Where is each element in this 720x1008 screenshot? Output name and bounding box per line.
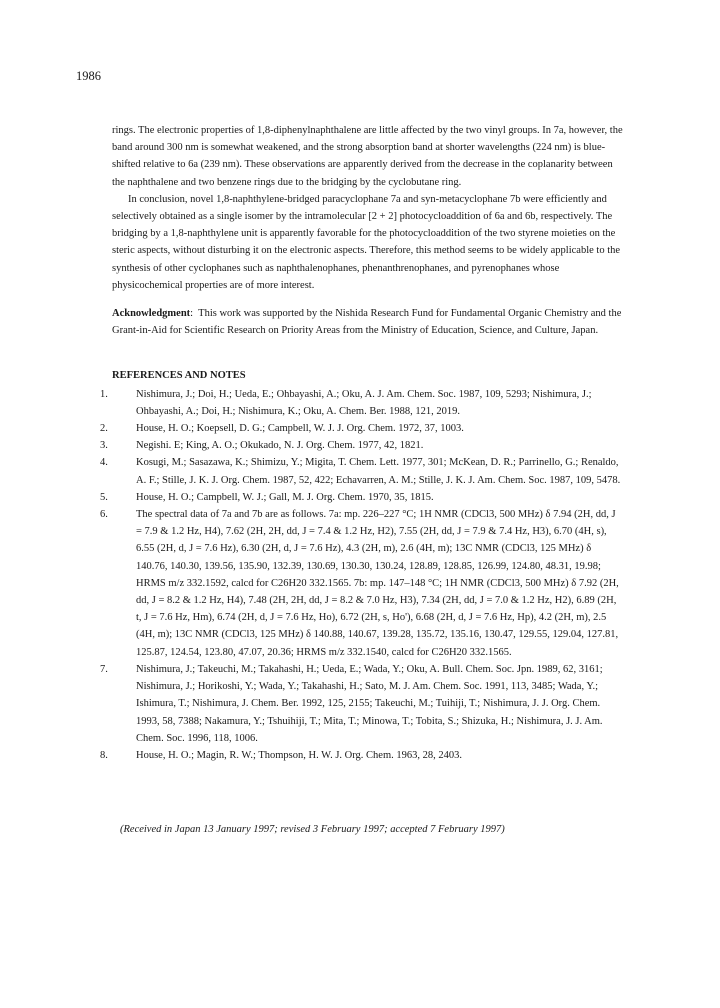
reference-number: 5. [100,491,108,503]
acknowledgment-label: Acknowledgment [112,308,191,320]
reference-number: 3. [100,440,108,452]
received-note: (Received in Japan 13 January 1997; revised 3 February 1997; accepted 7 February 1997) [120,824,505,835]
reference-item [100,489,624,506]
reference-text: Nishimura, J.; Doi, H.; Ueda, E.; Ohbayashi, A.; Oku, A. J. Am. Chem. Soc. 1987, 109, 5293; Nishimura, J.; Ohbayashi, A.; Doi, H.; Nishimura, K.; Oku, A. Chem. Ber. 1988, 121, 2019. [136,388,592,417]
reference-number: 1. [100,388,108,400]
reference-item [100,420,624,437]
acknowledgment-text: This work was supported by the Nishida Research Fund for Fundamental Organic Chemistry and the Grant-in-Aid for Scientific Research on Priority Areas from the Ministry of Education, Science, and Culture, Japan. [112,308,622,337]
reference-text: House, H. O.; Magin, R. W.; Thompson, H. W. J. Org. Chem. 1963, 28, 2403. [136,749,463,761]
paragraph-conclusion: In conclusion, novel 1,8-naphthylene-bridged paracyclophane 7a and syn-metacyclophane 7b were efficiently and selectively obtained as a single isomer by the intramolecular [2 + 2] photocycloaddition of 6a and 6b, respectively. The bridging by a 1,8-naphthylene unit is apparently favorable for the photocycloaddition of the two styrene moieties on the steric aspects, without disturbing it on the electronic aspects. Therefore, this method seems to be widely applicable to the synthesis of other cyclophanes such as naphthalenophanes, phenanthrenophanes, and pyrenophanes whose physicochemical properties are of more interest. [112,193,621,291]
references-list [100,386,624,764]
reference-number: 8. [100,749,108,761]
page-number: 1986 [76,69,101,83]
article-body [100,122,624,764]
reference-text: Kosugi, M.; Sasazawa, K.; Shimizu, Y.; Migita, T. Chem. Lett. 1977, 301; McKean, D. R.; Parrinello, G.; Renaldo, A. F.; Stille, J. K. J. Org. Chem. 1987, 52, 422; Echavarren, A. M.; Stille, J. K. J. Am. Chem. Soc. 1987, 109, 5478. [136,457,621,486]
reference-item [100,386,624,420]
reference-item [100,661,624,747]
references-heading: REFERENCES AND NOTES [112,370,246,382]
reference-text: Negishi. E; King, A. O.; Okukado, N. J. Org. Chem. 1977, 42, 1821. [136,440,424,452]
reference-text: House, H. O.; Campbell, W. J.; Gall, M. J. Org. Chem. 1970, 35, 1815. [136,491,434,503]
reference-text: House, H. O.; Koepsell, D. G.; Campbell, W. J. J. Org. Chem. 1972, 37, 1003. [136,423,464,435]
reference-text: Nishimura, J.; Takeuchi, M.; Takahashi, H.; Ueda, E.; Wada, Y.; Oku, A. Bull. Chem. Soc. Jpn. 1989, 62, 3161; Nishimura, J.; Horikoshi, Y.; Wada, Y.; Takahashi, H.; Sato, M. J. Am. Chem. Soc. 1991, 113, 3485; Wada, Y.; Ishimura, T.; Nishimura, J. Chem. Ber. 1992, 125, 2155; Takeuchi, M.; Tuihiji, T.; Nishimura, J. J. Org. Chem. 1993, 58, 7388; Nakamura, Y.; Tshuihiji, T.; Mita, T.; Minowa, T.; Tobita, S.; Shizuka, H.; Nishimura, J. J. Am. Chem. Soc. 1996, 118, 1006. [136,663,603,744]
reference-number: 2. [100,423,108,435]
reference-item [100,747,624,764]
paragraph-electronic-properties: rings. The electronic properties of 1,8-diphenylnaphthalene are little affected by the two vinyl groups. In 7a, however, the band around 300 nm is somewhat weakened, and the strong absorption band at shorter wavelengths (224 nm) is blue-shifted relative to 6a (239 nm). These observations are apparently derived from the decrease in the coplanarity between the naphthalene and two benzene rings due to the bridging by the cyclobutane ring. [112,125,623,188]
reference-number: 6. [100,509,108,521]
reference-item [100,437,624,454]
acknowledgment: Acknowledgment: This work was supported by the Nishida Research Fund for Fundamental Organic Chemistry and the Grant-in-Aid for Scientific Research on Priority Areas from the Ministry of Education, Science, and Culture, Japan. [112,308,622,337]
reference-item [100,506,624,661]
reference-text: The spectral data of 7a and 7b are as follows. 7a: mp. 226–227 °C; 1H NMR (CDCl3, 500 MHz) δ 7.94 (2H, dd, J = 7.9 & 1.2 Hz, H4), 7.62 (2H, 2H, dd, J = 7.4 & 1.2 Hz, H2), 7.55 (2H, dd, J = 7.9 & 7.4 Hz, H3), 6.70 (4H, s), 6.55 (2H, d, J = 7.6 Hz), 6.30 (2H, d, J = 7.6 Hz), 4.3 (2H, m), 2.6 (4H, m); 13C NMR (CDCl3, 125 MHz) δ 140.76, 140.30, 139.56, 135.90, 132.39, 130.69, 130.30, 130.24, 128.89, 128.85, 126.99, 124.80, 48.31, 19.98; HRMS m/z 332.1592, calcd for C26H20 332.1565. 7b: mp. 147–148 °C; 1H NMR (CDCl3, 500 MHz) δ 7.92 (2H, dd, J = 8.2 & 1.2 Hz, H4), 7.48 (2H, 2H, dd, J = 8.2 & 7.0 Hz, H3), 7.34 (2H, dd, J = 7.0 & 1.2 Hz, H2), 6.89 (2H, t, J = 7.6 Hz, Hm), 6.74 (2H, d, J = 7.6 Hz, Ho), 6.72 (2H, s, Ho'), 6.68 (2H, d, J = 7.6 Hz, Hp), 4.2 (2H, m), 2.5 (4H, m); 13C NMR (CDCl3, 125 MHz) δ 140.88, 140.67, 139.28, 135.72, 135.16, 130.47, 129.55, 129.04, 127.81, 125.87, 124.54, 123.80, 47.07, 20.36; HRMS m/z 332.1540, calcd for C26H20 332.1565. [136,509,619,658]
reference-item [100,454,624,488]
reference-number: 4. [100,457,108,469]
reference-number: 7. [100,663,108,675]
